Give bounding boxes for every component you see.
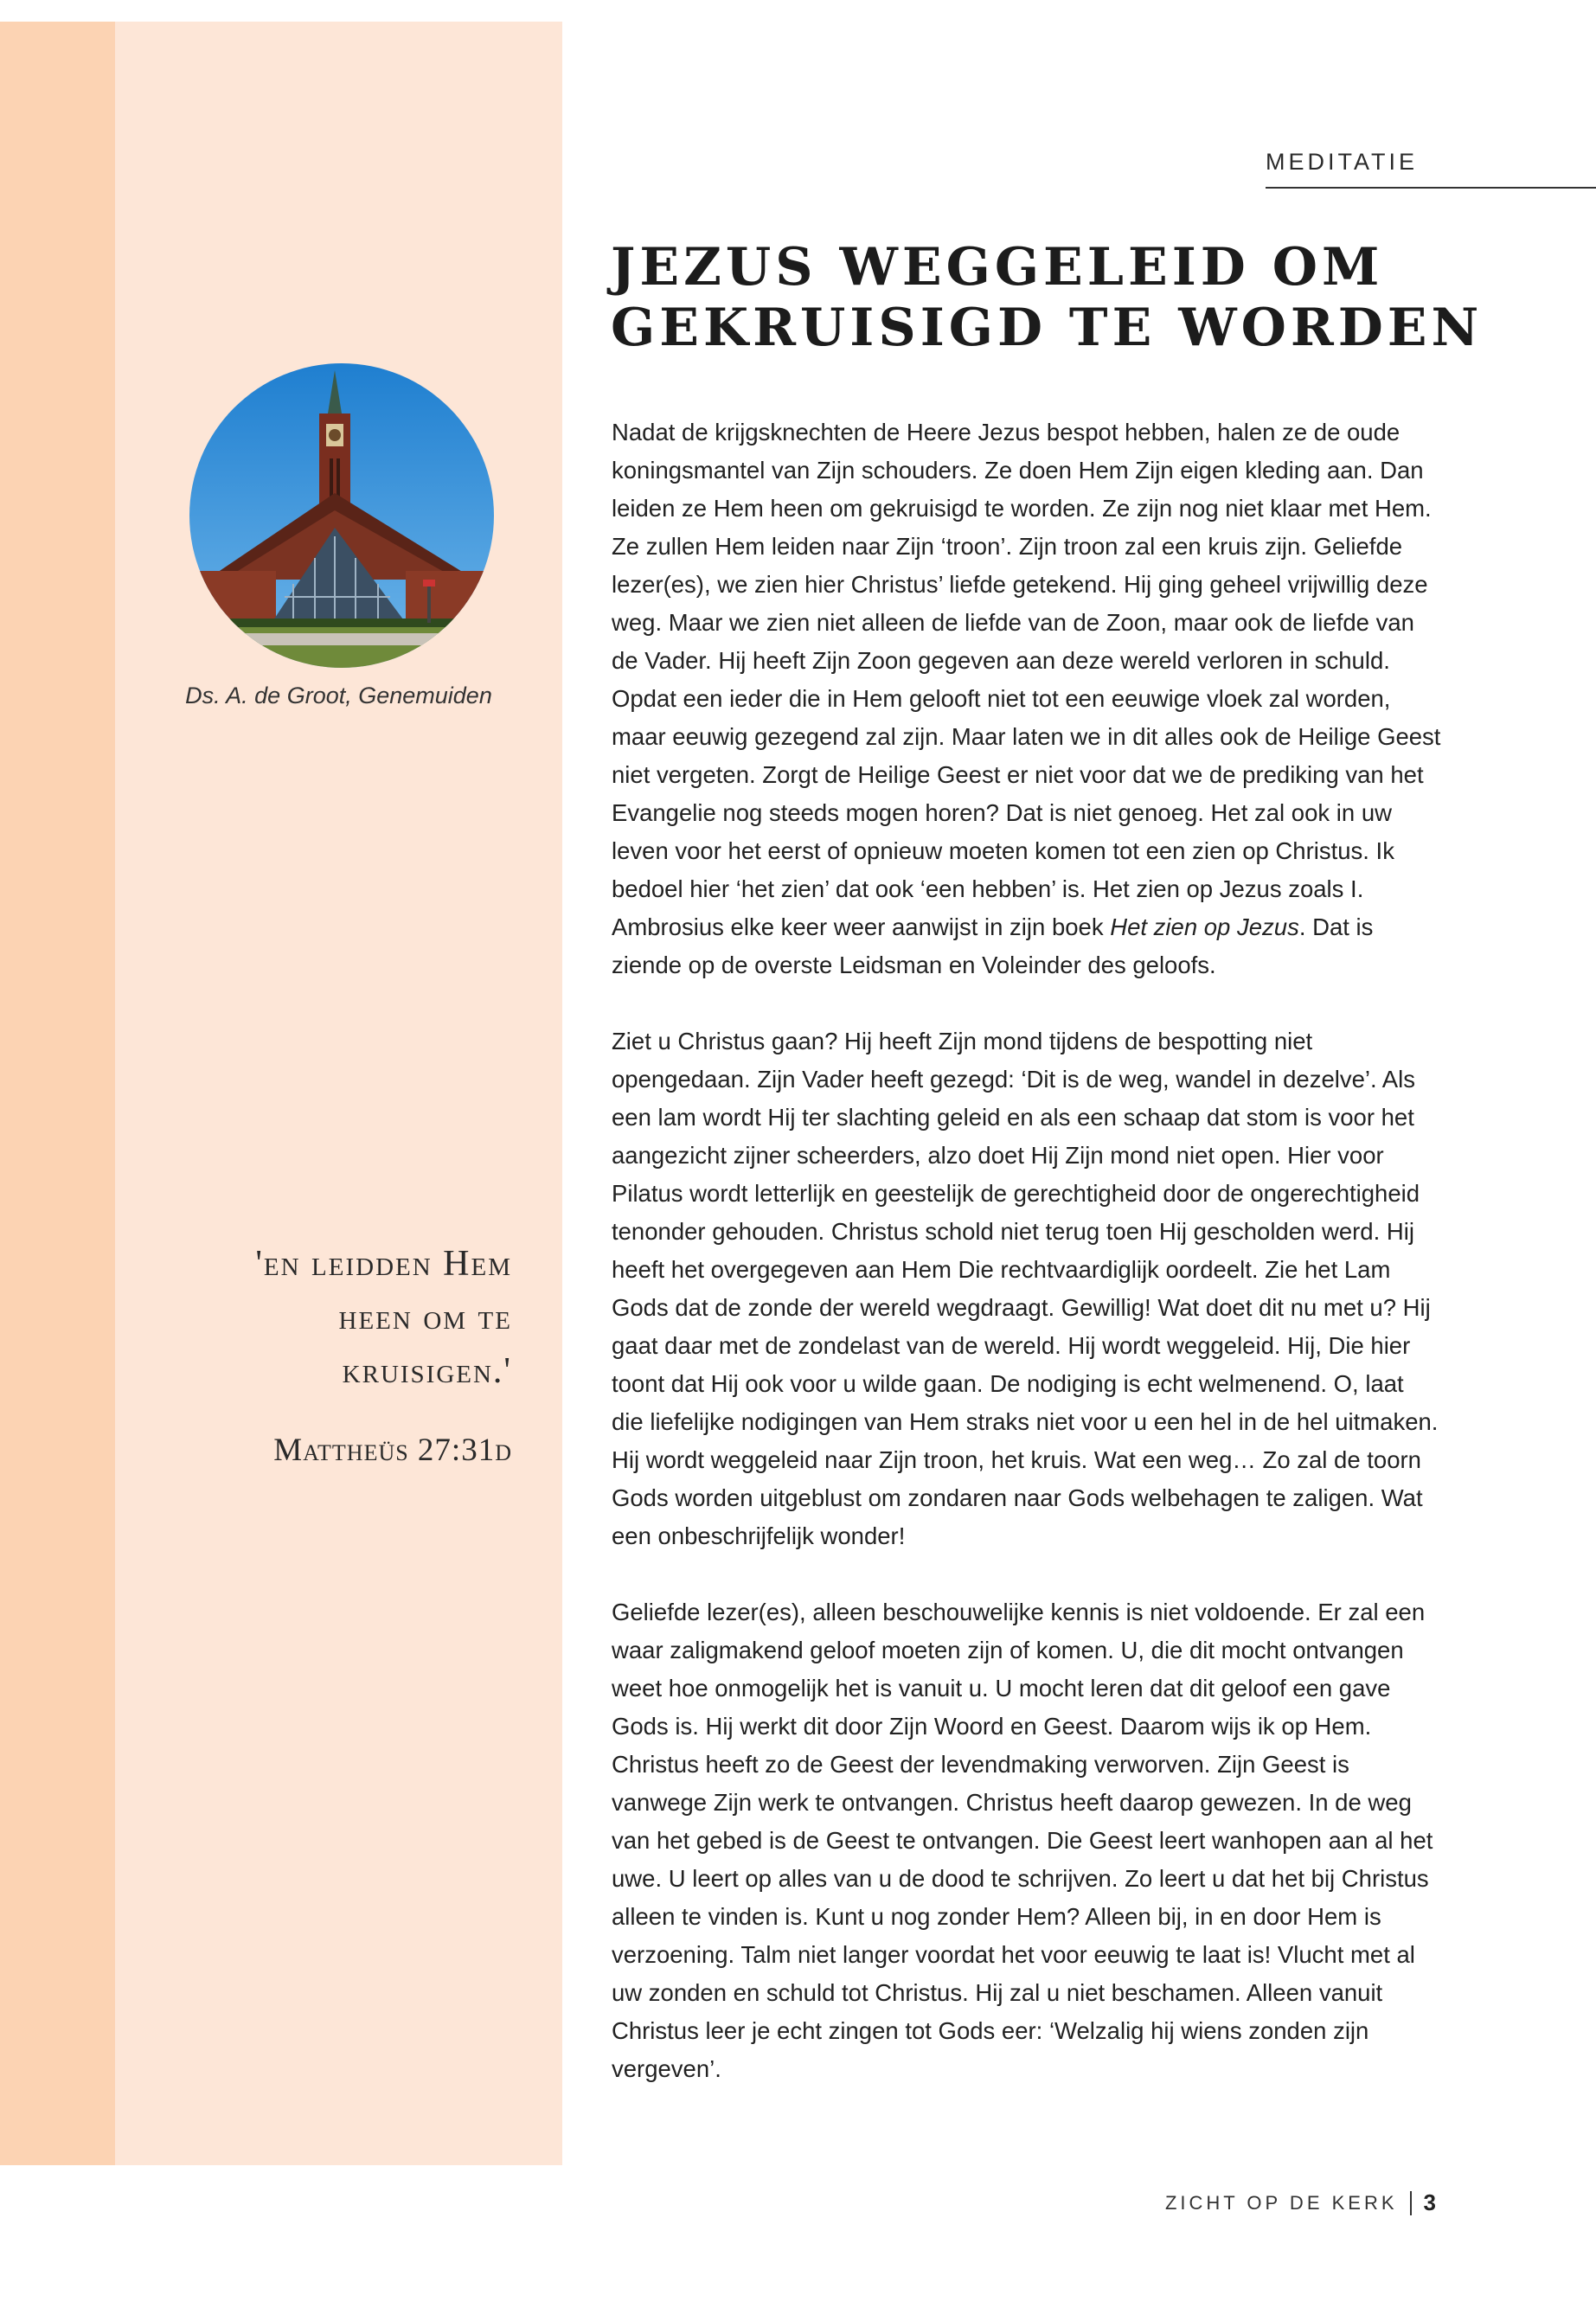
- paragraph-1: [612, 413, 1442, 984]
- article-body: [612, 413, 1442, 2088]
- footer-divider: [1410, 2191, 1412, 2215]
- church-photo: [189, 363, 494, 668]
- page-number: 3: [1423, 2189, 1436, 2215]
- author-caption: Ds. A. de Groot, Genemuiden: [185, 683, 492, 708]
- paragraph-2: Ziet u Christus gaan? Hij heeft Zijn mond tijdens de bespotting niet opengedaan. Zijn Vader heeft gezegd: ‘Dit is de weg, wandel in dezelve’. Als een lam wordt Hij ter slachting geleid en als een schaap dat stom is voor het aangezicht zijner scheerders, alzo doet Hij Zijn mond niet open. Hier voor Pilatus wordt letterlijk en geestelijk de gerechtigheid door de ongerechtigheid tenonder gehouden. Christus schold niet terug toen Hij gescholden werd. Hij heeft het overgegeven aan Hem Die rechtvaardiglijk oordeelt. Zie het Lam Gods dat de zonde der wereld wegdraagt. Gewillig! Wat doet dit nu met u? Hij gaat daar met de zondelast van de wereld. Hij wordt weggeleid. Hij, Die hier toont dat Hij ook voor u wilde gaan. De nodiging is echt welmenend. O, laat die liefelijke nodigingen van Hem straks niet voor u een hel in de hel uitmaken. Hij wordt weggeleid naar Zijn troon, het kruis. Wat een weg… Zo zal de toorn Gods worden uitgeblust om zondaren naar Gods welbehagen te zaligen. Wat een onbeschrijfelijk wonder!: [612, 1028, 1439, 1549]
- page-footer: [1165, 2189, 1436, 2216]
- section-label: MEDITATIE: [1266, 149, 1418, 175]
- left-color-band: [0, 22, 115, 2165]
- pull-quote-reference: Mattheüs 27:31d: [273, 1433, 512, 1468]
- book-title: Het zien op Jezus: [1110, 913, 1299, 940]
- article-title: JEZUS WEGGELEID OM GEKRUISIGD TE WORDEN: [611, 237, 1484, 358]
- pull-quote: 'en leidden Hem heen om te kruisigen.': [255, 1244, 512, 1391]
- paragraph-3: Geliefde lezer(es), alleen beschouwelijke kennis is niet voldoende. Er zal een waar zaligmakend geloof moeten zijn of komen. U, die dit mocht ontvangen weet hoe onmogelijk het is vanuit u. U mocht leren dat dit geloof een gave Gods is. Hij werkt dit door Zijn Woord en Geest. Daarom wijs ik op Hem. Christus heeft zo de Geest der levendmaking verworven. Zijn Geest is vanwege Zijn werk te ontvangen. Christus heeft daarop gewezen. In de weg van het gebed is de Geest te ontvangen. Die Geest leert wanhopen aan al het uwe. U leert op alles van u de dood te schrijven. Zo leert u dat het bij Christus alleen te vinden is. Kunt u nog zonder Hem? Alleen bij, in en door Hem is verzoening. Talm niet langer voordat het voor eeuwig te laat is! Vlucht met al uw zonden en schuld tot Christus. Hij zal u niet beschamen. Alleen vanuit Christus leer je echt zingen tot Gods eer: ‘Welzalig hij wiens zonden zijn vergeven’.: [612, 1599, 1433, 2082]
- magazine-name: ZICHT OP DE KERK: [1164, 2191, 1398, 2214]
- sidebar-panel: [115, 22, 562, 2165]
- section-divider: [1266, 187, 1596, 189]
- paragraph-1-end: . Dat is ziende op de overste Leidsman en Voleinder des geloofs.: [612, 913, 1374, 978]
- paragraph-1-text: Nadat de krijgsknechten de Heere Jezus bespot hebben, halen ze de oude koningsmantel van Zijn schouders. Ze doen Hem Zijn eigen kleding aan. Dan leiden ze Hem heen om gekruisigd te worden. Ze zijn nog niet klaar met Hem. Ze zullen Hem leiden naar Zijn ‘troon’. Zijn troon zal een kruis zijn. Geliefde lezer(es), we zien hier Christus’ liefde getekend. Hij ging geheel vrijwillig deze weg. Maar we zien niet alleen de liefde van de Zoon, maar ook de liefde van de Vader. Hij heeft Zijn Zoon gegeven aan deze wereld verloren in schuld. Opdat een ieder die in Hem gelooft niet tot een eeuwige vloek zal worden, maar eeuwig gezegend zal zijn. Maar laten we in dit alles ook de Heilige Geest niet vergeten. Zorgt de Heilige Geest er niet voor dat we de prediking van het Evangelie nog steeds mogen horen? Dat is niet genoeg. Het zal ook in uw leven voor het eerst of opnieuw moeten komen tot een zien op Christus. Ik bedoel hier ‘het zien’ dat ook ‘een hebben’ is. Het zien op Jezus zoals I. Ambrosius elke keer weer aanwijst in zijn boek: [612, 419, 1441, 940]
